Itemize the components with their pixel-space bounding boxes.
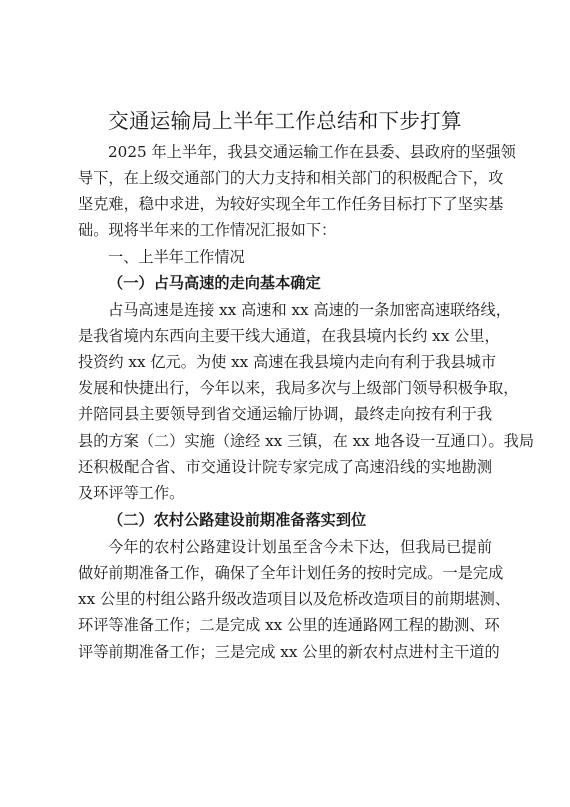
section-heading: 一、上半年工作情况	[108, 248, 245, 266]
paragraph-line: 是我省境内东西向主要干线大通道，在我县境内长约 xx 公里，	[78, 327, 500, 345]
paragraph-line: xx 公里的村组公路升级改造项目以及危桥改造项目的前期堪测、	[78, 590, 511, 608]
paragraph-line: 及环评等工作。	[78, 484, 185, 502]
paragraph-line: 还积极配合省、市交通设计院专家完成了高速沿线的实地勘测	[78, 458, 492, 476]
subsection-heading: （一）占马高速的走向基本确定	[108, 274, 321, 292]
paragraph-line: 发展和快捷出行，今年以来，我局多次与上级部门领导积极争取，	[78, 379, 519, 397]
paragraph-line: 投资约 xx 亿元。为使 xx 高速在我县境内走向有利于我县城市	[78, 353, 497, 371]
paragraph-line: 县的方案（二）实施（途经 xx 三镇，在 xx 地各设一互通口）。我局	[78, 432, 535, 450]
paragraph-line: 2025 年上半年，我县交通运输工作在县委、县政府的坚强领	[108, 143, 516, 161]
paragraph-line: 导下，在上级交通部门的大力支持和相关部门的积极配合下，攻	[78, 169, 504, 187]
paragraph-line: 并陪同县主要领导到省交通运输厅协调，最终走向按有利于我	[78, 405, 492, 423]
document-title: 交通运输局上半年工作总结和下步打算	[108, 109, 462, 133]
paragraph-line: 占马高速是连接 xx 高速和 xx 高速的一条加密高速联络线，	[108, 301, 511, 319]
paragraph-line: 今年的农村公路建设计划虽至含今未下达，但我局已提前	[108, 538, 492, 556]
paragraph-line: 坚克难，稳中求进，为较好实现全年工作任务目标打下了坚实基	[78, 195, 504, 213]
paragraph-line: 环评等准备工作；二是完成 xx 公里的连通路网工程的勘测、环	[78, 616, 500, 634]
paragraph-line: 础。现将半年来的工作情况汇报如下：	[78, 221, 337, 239]
paragraph-line: 评等前期准备工作；三是完成 xx 公里的新农村点进村主干道的	[78, 643, 500, 661]
subsection-heading: （二）农村公路建设前期准备落实到位	[108, 511, 367, 529]
paragraph-line: 做好前期准备工作，确保了全年计划任务的按时完成。一是完成	[78, 564, 504, 582]
